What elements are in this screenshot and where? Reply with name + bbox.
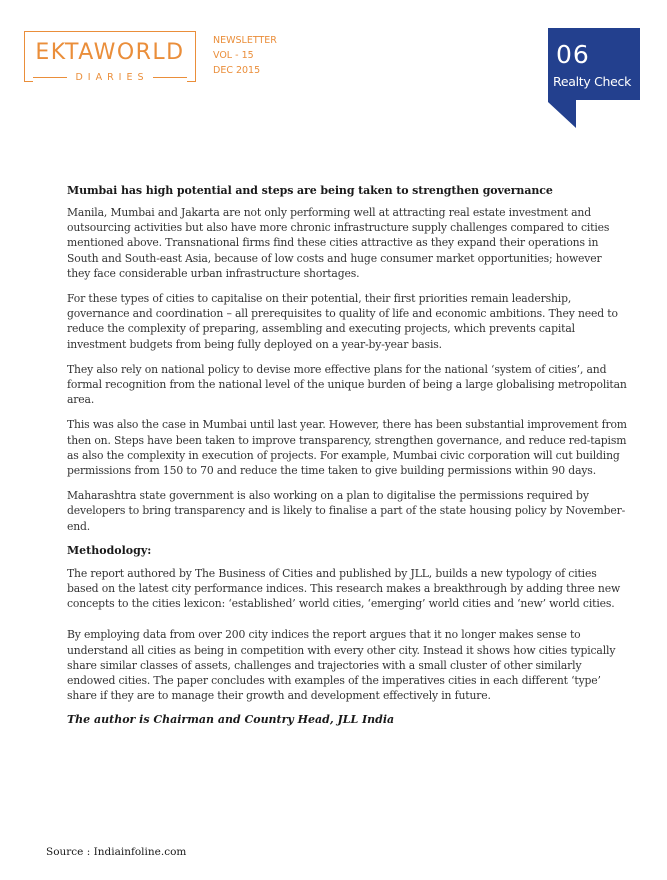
brand-name: EKTAWORLD xyxy=(35,40,185,65)
newsletter-info xyxy=(213,33,277,78)
article-body xyxy=(67,184,627,726)
article-paragraph: They also rely on national policy to devise more effective plans for the national ‘system of cities’, and formal recognition from the national level of the unique burden of being a large globalising metropolitan area. xyxy=(67,362,627,407)
newsletter-volume: VOL - 15 xyxy=(213,50,254,61)
methodology-paragraph: The report authored by The Business of Cities and published by JLL, builds a new typology of cities based on the latest city performance indices. This research makes a breakthrough by adding three new concepts to the cities lexicon: ‘established’ world cities, ‘emerging’ world cities and ‘new’ world cities. xyxy=(67,566,621,611)
newsletter-date: DEC 2015 xyxy=(213,65,261,76)
subtitle-rule-left xyxy=(33,77,67,78)
article-paragraph: Maharashtra state government is also working on a plan to digitalise the permissions required by developers to bring transparency and is likely to finalise a part of the state housing policy by November-end. xyxy=(67,489,626,533)
section-label: Realty Check xyxy=(553,74,632,89)
brand-subtitle: DIARIES xyxy=(67,72,152,83)
article-heading: Mumbai has high potential and steps are being taken to strengthen governance xyxy=(67,184,553,197)
source-credit: Source : Indiainfoline.com xyxy=(46,846,187,858)
author-credit: The author is Chairman and Country Head, JLL India xyxy=(67,713,395,727)
methodology-heading: Methodology: xyxy=(67,543,152,557)
newsletter-label: NEWSLETTER xyxy=(213,35,277,46)
article-paragraph: This was also the case in Mumbai until last year. However, there has been substantial improvement from then on. Steps have been taken to improve transparency, strengthen governance, and reduce red-tapism as also the complexity in execution of projects. For example, Mumbai civic corporation will cut building permissions from 150 to 70 and reduce the time taken to give building permissions within 90 days. xyxy=(67,418,627,478)
brand-subtitle-row xyxy=(33,70,187,84)
article-paragraph: For these types of cities to capitalise on their potential, their first priorities remain leadership, governance and coordination – all prerequisites to quality of life and economic ambitions. They need to reduce the complexity of preparing, assembling and executing projects, which prevents capital investment budgets from being fully deployed on a year-by-year basis. xyxy=(67,292,618,351)
section-badge xyxy=(548,28,640,128)
brand-logo xyxy=(24,31,196,82)
section-number: 06 xyxy=(556,40,590,69)
subtitle-rule-right xyxy=(153,77,187,78)
article-paragraph: Manila, Mumbai and Jakarta are not only performing well at attracting real estate investment and outsourcing activities but also have more chronic infrastructure supply challenges compared to cities mentioned above. Transnational firms find these cities attractive as they expand their operations in South and South-east Asia, because of low costs and huge consumer market opportunities; however they face considerable urban infrastructure shortages. xyxy=(67,206,610,280)
methodology-paragraph: By employing data from over 200 city indices the report argues that it no longer makes sense to understand all cities as being in competition with every other city. Instead it shows how cities typically share similar classes of assets, challenges and trajectories with a small cluster of other similarly endowed cities. The paper concludes with examples of the imperatives cities in each different ‘type’ share if they are to manage their growth and development effectively in future. xyxy=(67,628,616,703)
